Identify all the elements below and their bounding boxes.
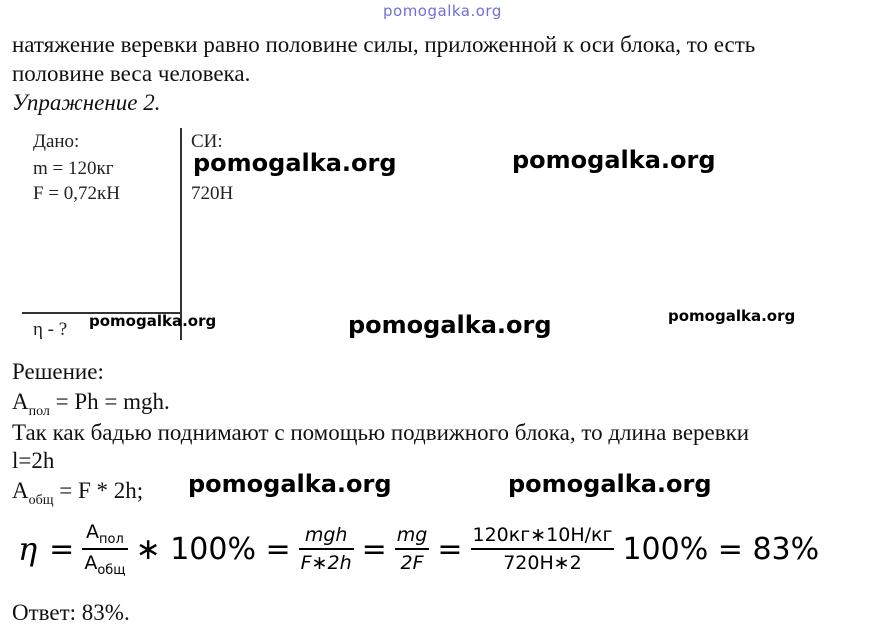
fraction-mg <box>395 522 430 576</box>
total-work-line <box>12 477 143 509</box>
useful-work-expression: = Ph = mgh. <box>49 389 170 414</box>
solution-title: Решение: <box>12 359 104 384</box>
fraction-mgh-denominator: F∗2h <box>300 552 352 574</box>
formula-equals-1: = <box>49 531 75 567</box>
formula-times-100: ∗ 100% = <box>135 531 291 567</box>
solution-line-4: l=2h <box>12 448 55 473</box>
answer: Ответ: 83%. <box>12 600 130 625</box>
fraction-work-ratio-numerator: $A_{пол}$ <box>86 521 124 547</box>
watermark-4: pomogalka.org <box>348 311 552 339</box>
total-work-expression: = F * 2h; <box>53 478 144 503</box>
watermark-top: pomogalka.org <box>383 2 502 20</box>
find-eta: η - ? <box>33 319 68 340</box>
formula-equals-3: = <box>437 531 463 567</box>
useful-work-line <box>12 388 170 420</box>
fraction-mgh-numerator: mgh <box>304 524 348 546</box>
formula-result: 100% = 83% <box>622 531 820 567</box>
formula-eta: η <box>18 530 38 568</box>
total-work-symbol: A <box>12 478 29 503</box>
fraction-numeric-denominator: 720Н∗2 <box>503 552 582 574</box>
watermark-3: pomogalka.org <box>89 312 217 330</box>
fraction-mg-numerator: mg <box>396 524 428 546</box>
si-header: СИ: <box>191 131 223 152</box>
si-force: 720Н <box>191 183 234 204</box>
fraction-mg-denominator: 2F <box>400 552 424 574</box>
watermark-1: pomogalka.org <box>193 149 397 177</box>
watermark-7: pomogalka.org <box>508 470 712 498</box>
intro-line-2: половине веса человека. <box>12 61 251 86</box>
fraction-work-ratio-denominator: $A_{общ}$ <box>84 552 126 578</box>
given-header: Дано: <box>33 131 80 152</box>
given-vertical-divider <box>180 128 182 340</box>
solution-line-3: Так как бадью поднимают с помощью подвижного блока, то длина веревки <box>12 420 750 445</box>
total-work-subscript: общ <box>28 493 54 508</box>
watermark-2: pomogalka.org <box>512 146 716 174</box>
watermark-6: pomogalka.org <box>188 470 392 498</box>
given-mass: m = 120кг <box>33 158 114 179</box>
intro-line-1: натяжение веревки равно половине силы, приложенной к оси блока, то есть <box>12 32 756 57</box>
fraction-numeric <box>471 522 615 576</box>
watermark-5: pomogalka.org <box>668 307 796 325</box>
useful-work-subscript: пол <box>28 404 50 419</box>
exercise-title: Упражнение 2. <box>12 90 161 115</box>
useful-work-symbol: A <box>12 389 29 414</box>
formula-equals-2: = <box>361 531 387 567</box>
fraction-work-ratio <box>82 519 127 579</box>
fraction-mgh <box>299 522 354 576</box>
given-force: F = 0,72кН <box>33 183 120 204</box>
fraction-numeric-numerator: 120кг∗10Н/кг <box>472 524 613 546</box>
efficiency-formula <box>18 512 823 586</box>
